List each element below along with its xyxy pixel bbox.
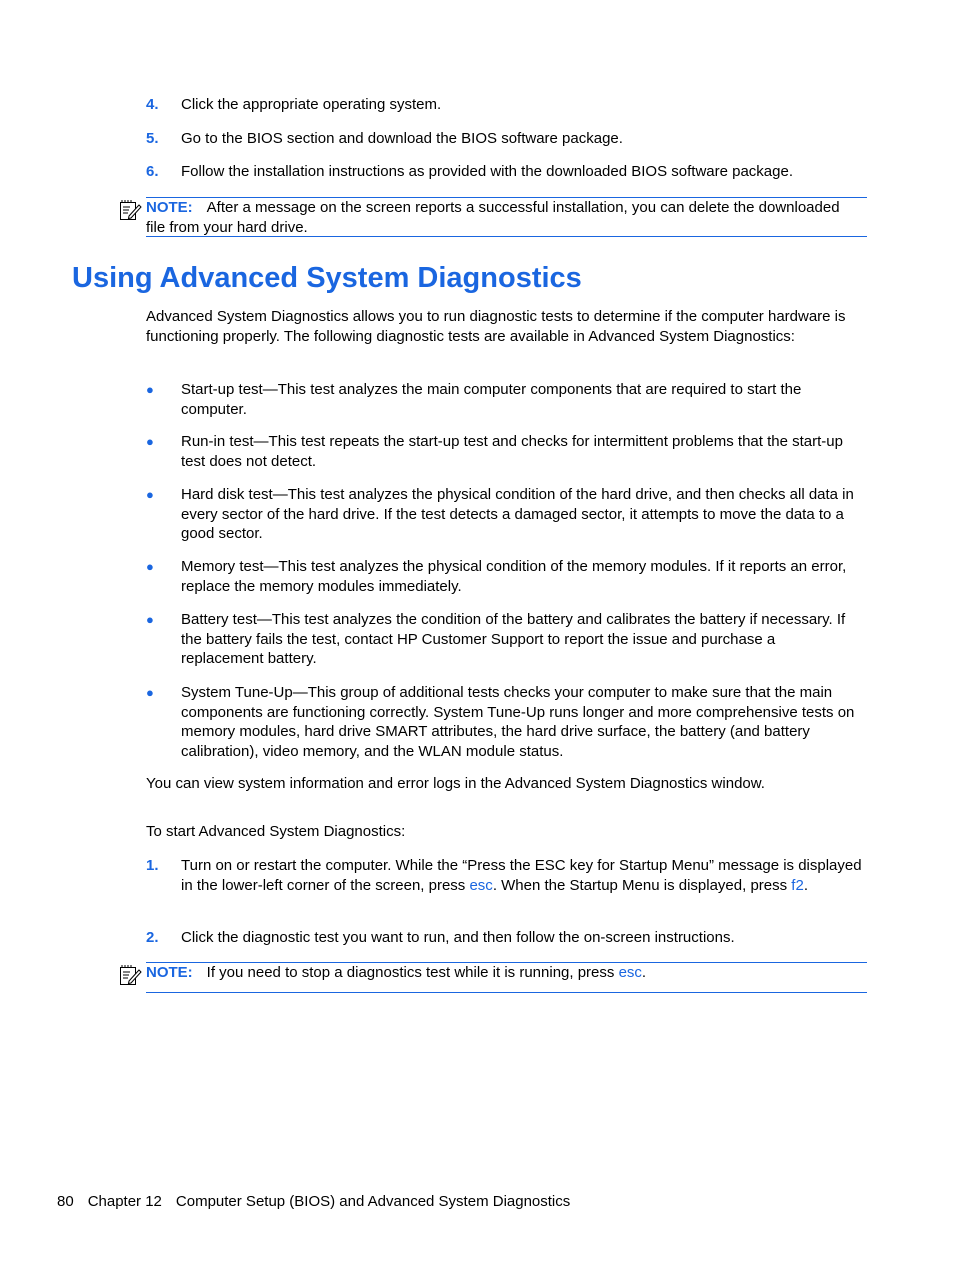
step-text-part: . xyxy=(803,876,808,894)
note-text: If you need to stop a diagnostics test while it is running, press xyxy=(206,964,619,981)
step-number: 1. xyxy=(146,857,159,874)
step-text: Go to the BIOS section and download the BIOS software package. xyxy=(181,130,623,147)
intro-paragraph: Advanced System Diagnostics allows you to run diagnostic tests to determine if the computer hardware is functioning properly. The following diagnostic tests are available in Advanced System Diagnostics: xyxy=(146,308,846,345)
step-number: 5. xyxy=(146,130,159,147)
page-footer xyxy=(57,1192,584,1212)
note-text-end: . xyxy=(641,964,647,981)
note-text: After a message on the screen reports a successful installation, you can delete the downloaded file from your hard drive. xyxy=(146,199,840,236)
step-text xyxy=(181,856,867,895)
note-content xyxy=(146,963,846,983)
key-esc: esc xyxy=(618,964,642,981)
step-text: Click the appropriate operating system. xyxy=(181,96,442,113)
note-label: NOTE: xyxy=(146,964,193,981)
footer-chapter: Chapter 12 xyxy=(87,1193,162,1210)
note-pencil-icon xyxy=(118,962,142,986)
step-text: Click the diagnostic test you want to run, and then follow the on-screen instructions. xyxy=(181,929,735,946)
view-info-paragraph: You can view system information and error logs in the Advanced System Diagnostics window. xyxy=(146,775,765,792)
bullet-icon: ● xyxy=(146,612,154,627)
note-box xyxy=(146,962,867,993)
key-f2: f2 xyxy=(791,876,804,894)
step-number: 2. xyxy=(146,929,159,946)
bullet-text: Start-up test—This test analyzes the main computer components that are required to start the computer. xyxy=(181,381,802,418)
bullet-text: Hard disk test—This test analyzes the physical condition of the hard drive, and then checks all data in every sector of the hard drive. If the test detects a damaged sector, it attempts to move the data to a good sector. xyxy=(181,486,854,542)
footer-title: Computer Setup (BIOS) and Advanced System Diagnostics xyxy=(175,1193,571,1210)
bullet-icon: ● xyxy=(146,382,154,397)
note-label: NOTE: xyxy=(146,199,193,216)
bullet-icon: ● xyxy=(146,487,154,502)
key-esc: esc xyxy=(469,876,493,894)
step-text-part: . When the Startup Menu is displayed, press xyxy=(492,876,792,894)
section-title: Using Advanced System Diagnostics xyxy=(72,262,582,294)
note-pencil-icon xyxy=(118,197,142,221)
step-text-part: Turn on or restart the computer. While the “Press the ESC key for Startup Menu” message is displayed in the lower-left corner of the screen, press xyxy=(181,857,862,894)
bullet-text: System Tune-Up—This group of additional tests checks your computer to make sure that the main components are functioning correctly. System Tune-Up runs longer and more comprehensive tests on memory modules, hard drive SMART attributes, the hard drive surface, the battery (and battery calibration), video memory, and the WLAN module status. xyxy=(181,684,855,760)
step-number: 4. xyxy=(146,96,159,113)
page-number: 80 xyxy=(57,1193,74,1210)
bullet-text: Battery test—This test analyzes the condition of the battery and calibrates the battery if necessary. If the battery fails the test, contact HP Customer Support to report the issue and purchase a replacement battery. xyxy=(181,611,846,667)
note-content xyxy=(146,198,846,237)
step-number: 6. xyxy=(146,163,159,180)
bullet-text: Run-in test—This test repeats the start-up test and checks for intermittent problems that the start-up test does not detect. xyxy=(181,433,843,470)
note-block xyxy=(118,962,867,996)
bullet-icon: ● xyxy=(146,434,154,449)
bullet-icon: ● xyxy=(146,559,154,574)
bullet-icon: ● xyxy=(146,685,154,700)
note-block xyxy=(118,197,867,239)
note-box xyxy=(146,197,867,237)
step-text: Follow the installation instructions as provided with the downloaded BIOS software package. xyxy=(181,163,794,180)
bullet-text: Memory test—This test analyzes the physical condition of the memory modules. If it reports an error, replace the memory modules immediately. xyxy=(181,558,847,595)
to-start-paragraph: To start Advanced System Diagnostics: xyxy=(146,823,406,840)
